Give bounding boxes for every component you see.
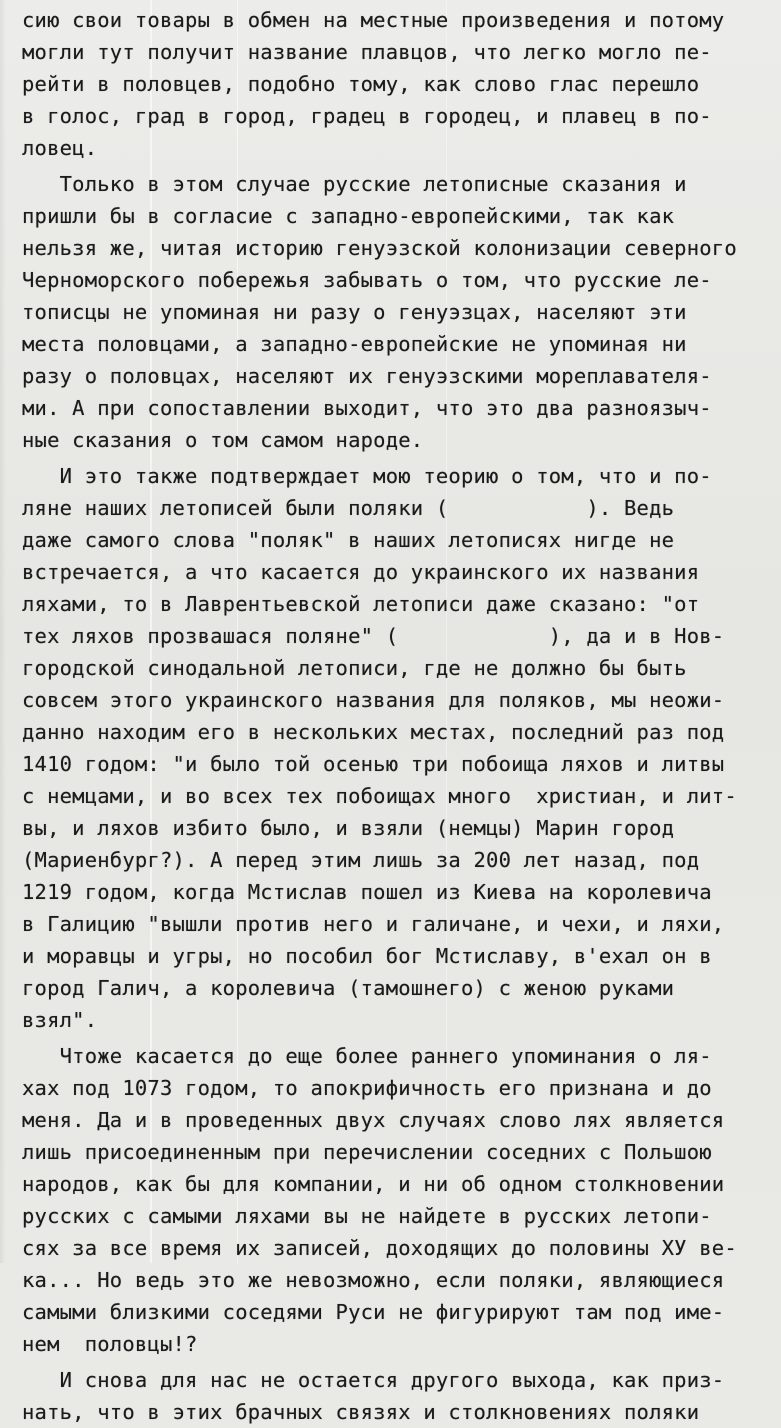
text-line: пришли бы в согласие с западно-европейскими, так как [22, 204, 675, 228]
text-line: самыми близкими соседями Руси не фигурируют там под име- [22, 1300, 725, 1324]
text-line: меня. Да и в проведенных двух случаях слово лях является [22, 1108, 725, 1132]
text-line: даже самого слова "поляк" в наших летописях нигде не [22, 528, 675, 552]
text-line: тописцы не упоминая ни разу о генуэзцах, населяют эти [22, 300, 687, 324]
text-line: (Мариенбург?). А перед этим лишь за 200 лет назад, под [22, 848, 700, 872]
text-line: рейти в половцев, подобно тому, как слово глас перешло [22, 72, 700, 96]
text-line: ные сказания о том самом народе. [22, 428, 424, 452]
text-line: 1410 годом: "и было той осенью три побоища ляхов и литвы [22, 752, 725, 776]
text-line: Черноморского побережья забывать о том, что русские ле- [22, 268, 712, 292]
text-line: в Галицию "вышли против него и галичане, и чехи, и ляхи, [22, 912, 725, 936]
text-line: ляне наших летописей были поляки ( ). Ведь [22, 496, 675, 520]
paragraph [22, 4, 774, 164]
text-line: нельзя же, читая историю генуэзской колонизации северного [22, 236, 737, 260]
text-line: И снова для нас не остается другого выхода, как приз- [22, 1368, 725, 1392]
text-line: взял". [22, 1008, 98, 1032]
text-line: ка... Но ведь это же невозможно, если поляки, являющиеся [22, 1268, 725, 1292]
document-body [22, 4, 774, 1428]
text-line: в голос, град в город, градец в городец, и плавец в по- [22, 104, 712, 128]
text-line: могли тут получит название плавцов, что легко могло пе- [22, 40, 712, 64]
text-line: городской синодальной летописи, где не должно бы быть [22, 656, 687, 680]
text-line: сях за все время их записей, доходящих до половины ХУ ве- [22, 1236, 737, 1260]
text-line: русских с самыми ляхами вы не найдете в русских летопи- [22, 1204, 712, 1228]
paragraph [22, 1364, 774, 1428]
text-line: тех ляхов прозвашася поляне" ( ), да и в Нов- [22, 624, 725, 648]
text-line: лишь присоединенным при перечислении соседних с Польшою [22, 1140, 712, 1164]
text-line: и моравцы и угры, но пособил бог Мстиславу, в'ехал он в [22, 944, 712, 968]
text-line: с немцами, и во всех тех побоищах много христиан, и лит- [22, 784, 737, 808]
text-line: ми. А при сопоставлении выходит, что это два разноязыч- [22, 396, 712, 420]
text-line: 1219 годом, когда Мстислав пошел из Киева на королевича [22, 880, 712, 904]
text-line: сию свои товары в обмен на местные произведения и потому [22, 8, 725, 32]
text-line: И это также подтверждает мою теорию о том, что и по- [22, 464, 712, 488]
text-line: данно находим его в нескольких местах, последний раз под [22, 720, 725, 744]
text-line: ловец. [22, 136, 98, 160]
paragraph [22, 1040, 774, 1360]
paragraph [22, 168, 774, 456]
text-line: хах под 1073 годом, то апокрифичность его признана и до [22, 1076, 712, 1100]
text-line: Чтоже касается до еще более раннего упоминания о ля- [22, 1044, 712, 1068]
text-line: город Галич, а королевича (тамошнего) с женою руками [22, 976, 675, 1000]
text-line: места половцами, а западно-европейские не упоминая ни [22, 332, 687, 356]
paragraph [22, 460, 774, 1036]
text-line: Только в этом случае русские летописные сказания и [22, 172, 687, 196]
text-line: народов, как бы для компании, и ни об одном столкновении [22, 1172, 725, 1196]
text-line: нем половцы!? [22, 1332, 198, 1356]
text-line: нать, что в этих брачных связях и столкновениях поляки [22, 1400, 700, 1424]
text-line: встречается, а что касается до украинского их названия [22, 560, 700, 584]
text-line: ляхами, то в Лаврентьевской летописи даже сказано: "от [22, 592, 700, 616]
text-line: вы, и ляхов избито было, и взяли (немцы) Марин город [22, 816, 675, 840]
text-line: разу о половцах, населяют их генуэзскими мореплавателя- [22, 364, 712, 388]
text-line: совсем этого украинского названия для поляков, мы неожи- [22, 688, 725, 712]
